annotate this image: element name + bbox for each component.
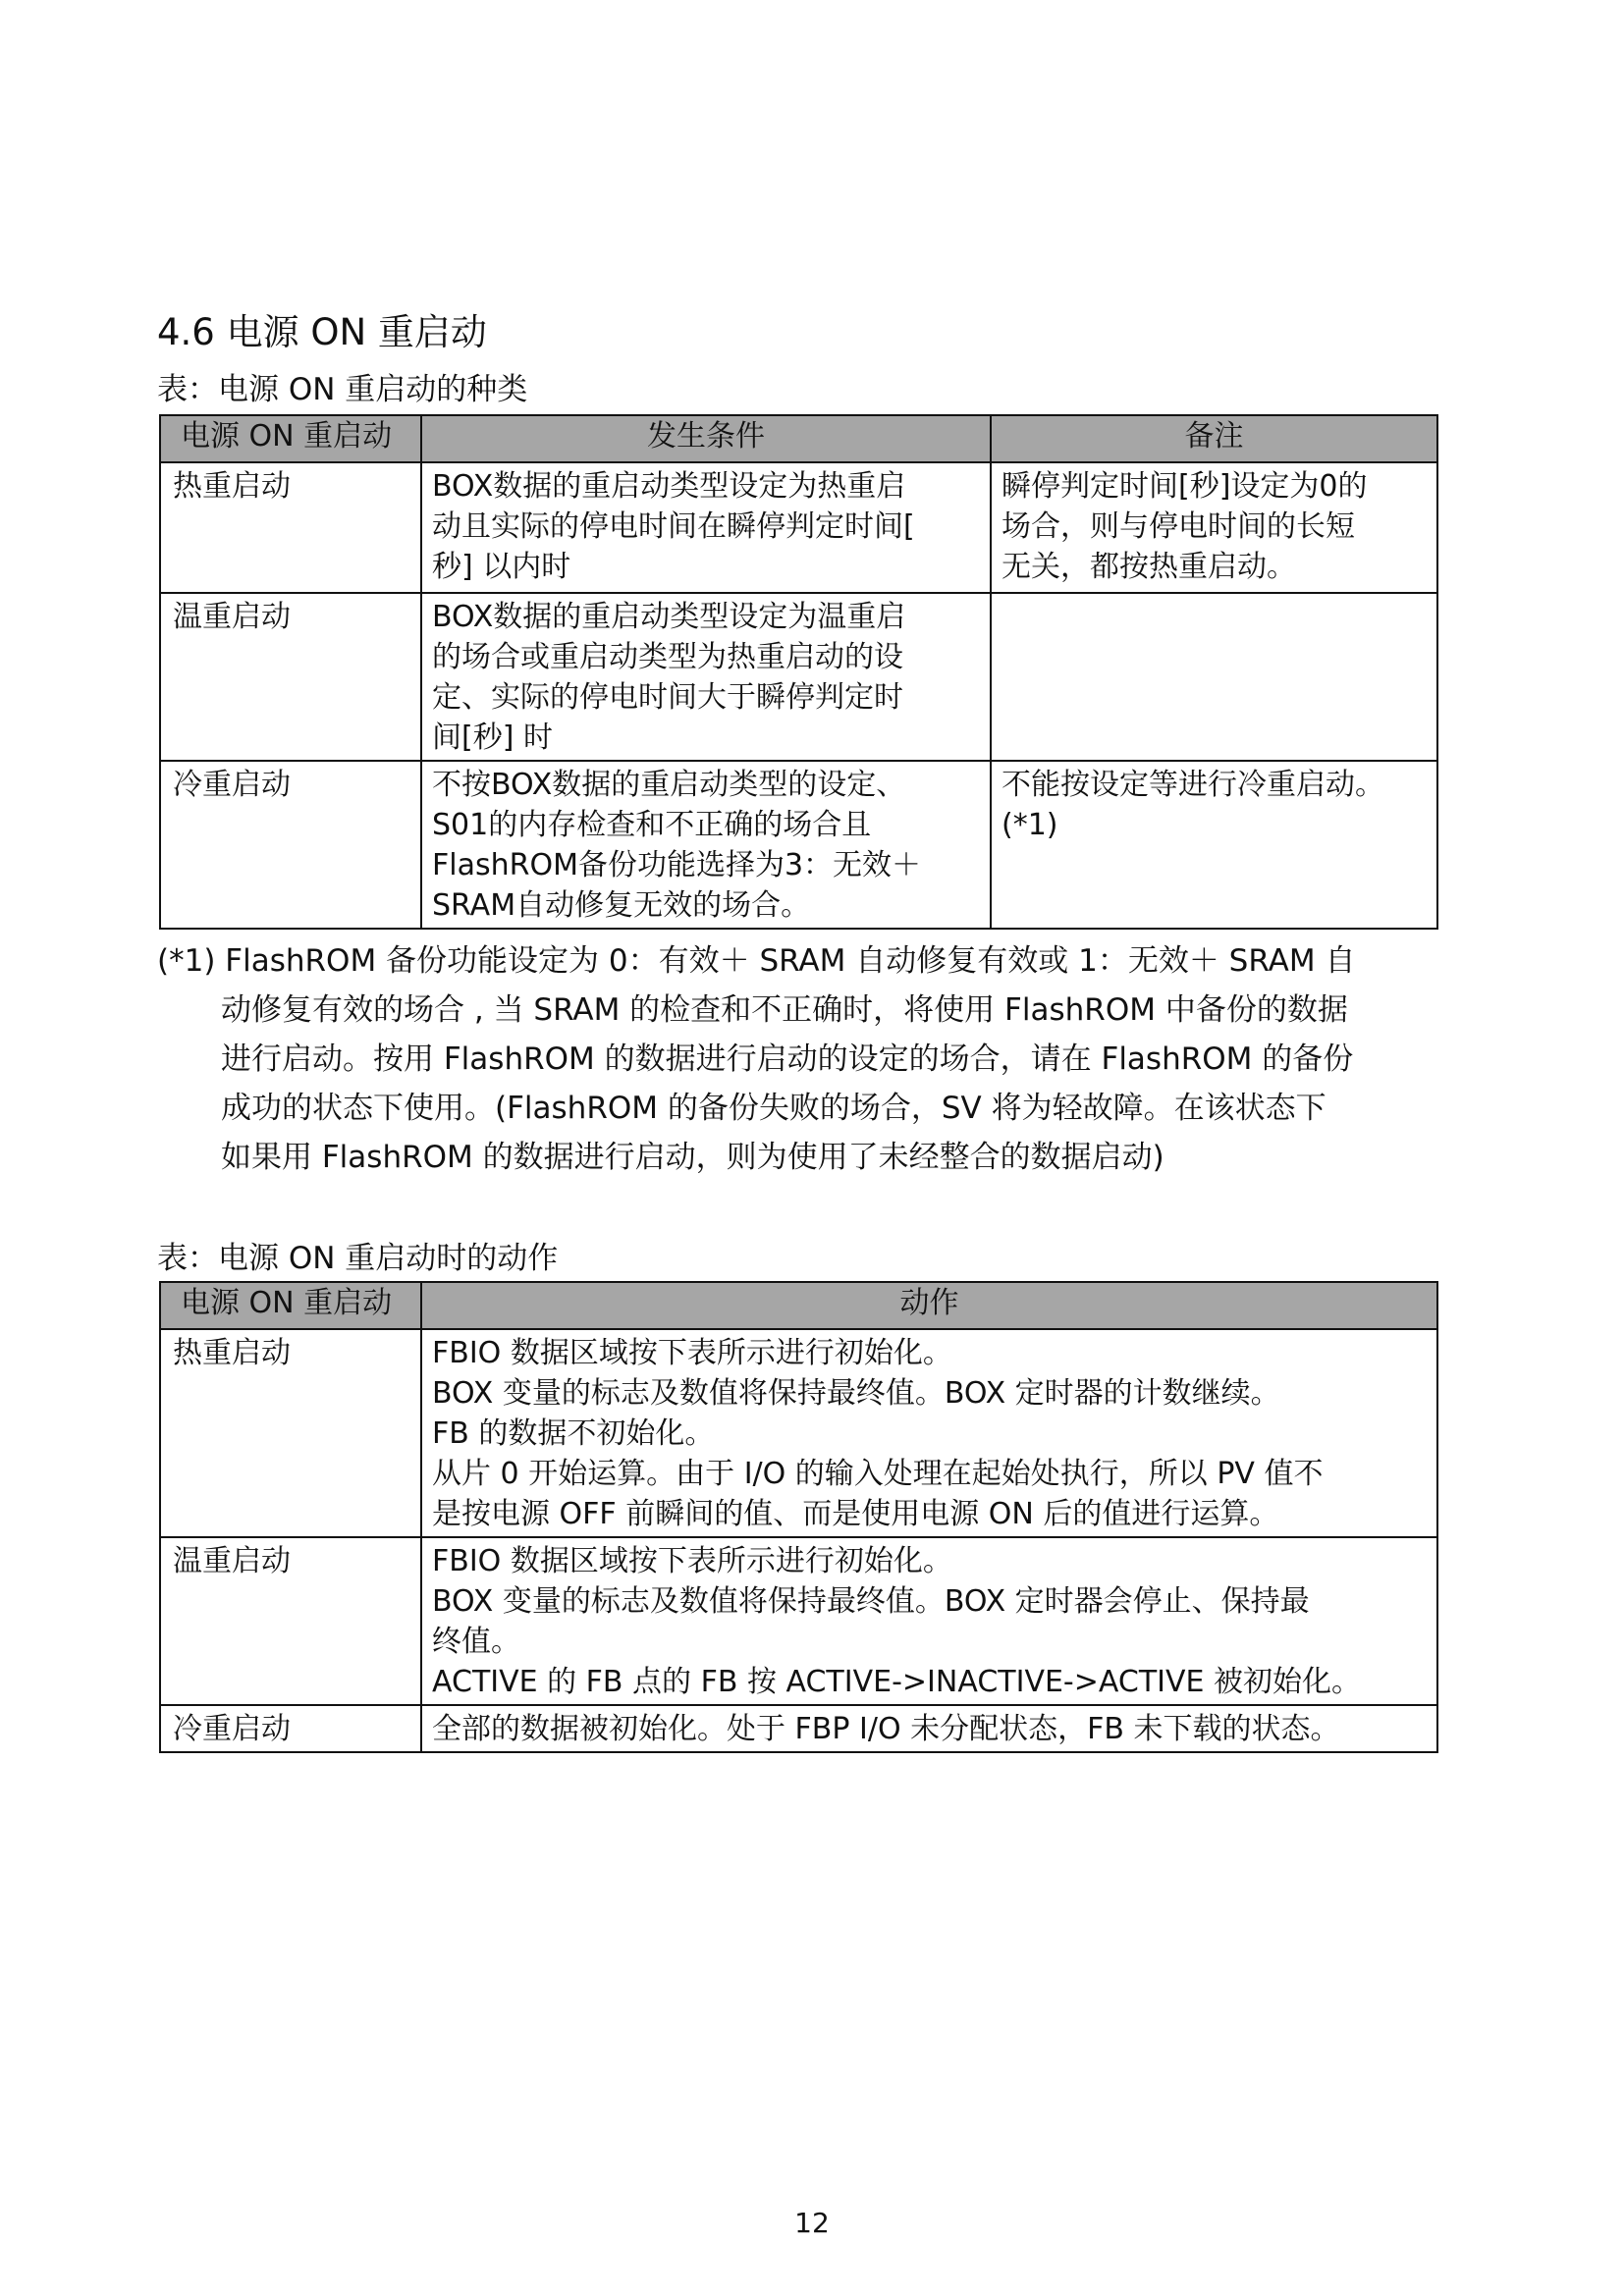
restart-type-cell: 热重启动 xyxy=(160,1329,421,1537)
restart-actions-table xyxy=(159,1281,1438,1753)
note-cell xyxy=(991,761,1437,929)
condition-line: 定、实际的停电时间大于瞬停判定时 xyxy=(432,680,903,715)
note-line: 场合，则与停电时间的长短 xyxy=(1001,509,1355,544)
table-row xyxy=(160,593,1437,761)
footnote-line: 进行启动。按用 FlashROM 的数据进行启动的设定的场合，请在 FlashROM 的备份 xyxy=(221,1041,1354,1077)
condition-line: BOX数据的重启动类型设定为温重启 xyxy=(432,600,906,634)
condition-line: BOX数据的重启动类型设定为热重启 xyxy=(432,469,906,504)
table-row xyxy=(160,462,1437,593)
note-cell xyxy=(991,593,1437,761)
condition-cell xyxy=(421,462,991,593)
column-header-restart: 电源 ON 重启动 xyxy=(160,1282,421,1329)
table2-caption: 表：电源 ON 重启动时的动作 xyxy=(157,1241,559,1276)
restart-type-cell: 冷重启动 xyxy=(160,761,421,929)
condition-line: S01的内存检查和不正确的场合且 xyxy=(432,808,872,842)
table-row xyxy=(160,1537,1437,1705)
condition-line: 秒] 以内时 xyxy=(432,550,571,584)
footnote-line: 如果用 FlashROM 的数据进行启动，则为使用了未经整合的数据启动) xyxy=(221,1140,1164,1175)
restart-type-cell: 温重启动 xyxy=(160,1537,421,1705)
action-line: BOX 变量的标志及数值将保持最终值。BOX 定时器的计数继续。 xyxy=(432,1376,1280,1411)
action-line: 全部的数据被初始化。处于 FBP I/O 未分配状态，FB 未下载的状态。 xyxy=(432,1712,1340,1746)
footnote-line: 动修复有效的场合 , 当 SRAM 的检查和不正确时，将使用 FlashROM 中备份的数据 xyxy=(221,992,1348,1028)
action-cell xyxy=(421,1329,1437,1537)
condition-cell xyxy=(421,761,991,929)
table-row xyxy=(160,1329,1437,1537)
action-line: FB 的数据不初始化。 xyxy=(432,1416,715,1451)
condition-line: 不按BOX数据的重启动类型的设定、 xyxy=(432,768,906,802)
table-header-row xyxy=(160,1282,1437,1329)
action-line: FBIO 数据区域按下表所示进行初始化。 xyxy=(432,1544,952,1578)
action-line: ACTIVE 的 FB 点的 FB 按 ACTIVE->INACTIVE->ACTIVE 被初始化。 xyxy=(432,1665,1362,1699)
section-title: 4.6 电源 ON 重启动 xyxy=(157,311,487,353)
condition-line: SRAM自动修复无效的场合。 xyxy=(432,888,811,923)
column-header-note: 备注 xyxy=(991,415,1437,462)
restart-type-cell: 温重启动 xyxy=(160,593,421,761)
condition-line: 间[秒] 时 xyxy=(432,721,553,755)
action-cell xyxy=(421,1537,1437,1705)
footnote-line: (*1) FlashROM 备份功能设定为 0：有效＋ SRAM 自动修复有效或 1：无效＋ SRAM 自 xyxy=(157,943,1356,979)
action-line: 从片 0 开始运算。由于 I/O 的输入处理在起始处执行，所以 PV 值不 xyxy=(432,1457,1324,1491)
restart-type-cell: 冷重启动 xyxy=(160,1705,421,1752)
table-header-row xyxy=(160,415,1437,462)
table-row xyxy=(160,1705,1437,1752)
condition-line: 动且实际的停电时间在瞬停判定时间[ xyxy=(432,509,915,544)
condition-line: FlashROM备份功能选择为3：无效＋ xyxy=(432,848,922,882)
action-cell xyxy=(421,1705,1437,1752)
page-number: 12 xyxy=(794,2207,830,2239)
note-line: (*1) xyxy=(1001,808,1058,842)
action-line: FBIO 数据区域按下表所示进行初始化。 xyxy=(432,1336,952,1370)
column-header-restart: 电源 ON 重启动 xyxy=(160,415,421,462)
column-header-condition: 发生条件 xyxy=(421,415,991,462)
note-cell xyxy=(991,462,1437,593)
action-line: 终值。 xyxy=(432,1625,520,1659)
footnote xyxy=(157,936,1443,1182)
table-row xyxy=(160,761,1437,929)
condition-line: 的场合或重启动类型为热重启动的设 xyxy=(432,640,903,674)
footnote-line: 成功的状态下使用。(FlashROM 的备份失败的场合，SV 将为轻故障。在该状态下 xyxy=(221,1091,1326,1126)
note-line: 无关，都按热重启动。 xyxy=(1001,550,1296,584)
column-header-action: 动作 xyxy=(421,1282,1437,1329)
condition-cell xyxy=(421,593,991,761)
action-line: BOX 变量的标志及数值将保持最终值。BOX 定时器会停止、保持最 xyxy=(432,1584,1310,1619)
restart-type-cell: 热重启动 xyxy=(160,462,421,593)
restart-types-table xyxy=(159,414,1438,930)
action-line: 是按电源 OFF 前瞬间的值、而是使用电源 ON 后的值进行运算。 xyxy=(432,1497,1279,1531)
table1-caption: 表：电源 ON 重启动的种类 xyxy=(157,372,528,407)
note-line: 瞬停判定时间[秒]设定为0的 xyxy=(1001,469,1368,504)
note-line: 不能按设定等进行冷重启动。 xyxy=(1001,768,1384,802)
